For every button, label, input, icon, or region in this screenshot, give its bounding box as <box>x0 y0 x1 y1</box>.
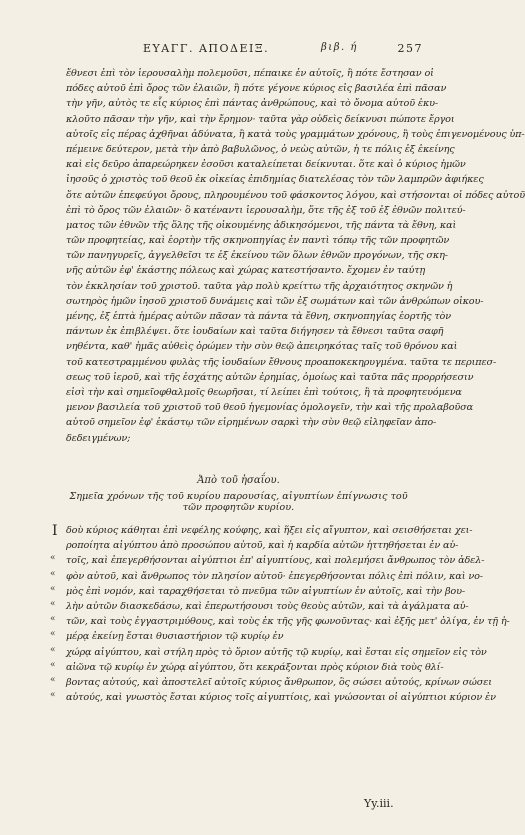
quotation-margin-mark: « <box>50 659 56 670</box>
text-line: δοὺ κύριος κάθηται ἐπὶ νεφέλης κούφης, καὶ ἥξει εἰς αἴγυπτον, καὶ σεισθήσεται χει- <box>66 525 473 536</box>
text-line: ροποίητα αἰγύπτου ἀπὸ προσώπου αὐτοῦ, καὶ ἡ καρδία αὐτῶν ἡττηθήσεται ἐν αὐ- <box>66 540 459 552</box>
quotation-margin-mark: « <box>50 553 56 564</box>
text-line: αὐτοῖς εἰς πέρας ἀχθῆναι ἀδύνατα, ἢ κατὰ τοὺς γραμμάτων χρόνους, ἢ τοὺς ἐπιγενομένους ὑπ- <box>66 128 525 140</box>
text-line: μενον βασιλεία τοῦ χριστοῦ τοῦ θεοῦ ἡγεμονίας ὁμολογεῖν, τὴν καὶ τῆς προλαβοῦσα <box>66 402 473 414</box>
text-line: μέρᾳ ἐκείνῃ ἔσται θυσιαστήριον τῷ κυρίῳ ἐν <box>66 631 284 643</box>
text-line: κλοῦτο πᾶσαν τὴν γῆν, καὶ τὴν ἔρημον· ταῦτα γὰρ οὐδεὶς δείκνυσι πώποτε ἔργοι <box>66 113 455 125</box>
text-line: φὸν αὐτοῦ, καὶ ἄνθρωπος τὸν πλησίον αὐτοῦ· ἐπεγερθήσονται πόλις ἐπὶ πόλιν, καὶ νο- <box>66 570 483 582</box>
text-line: ἔθνεσι ἐπὶ τὸν ἱερουσαλὴμ πολεμοῦσι, πέπαικε ἐν αὐτοῖς, ἢ πότε ἔστησαν οἱ <box>66 68 434 79</box>
text-line: ἐπὶ τὸ ὄρος τῶν ἐλαιῶν· ὃ κατέναντι ἱερουσαλὴμ, ὅτε τῆς ἐξ τοῦ ἐξ ἐθνῶν πολιτεύ- <box>66 204 466 216</box>
text-line: σωτηρὸς ἡμῶν ἰησοῦ χριστοῦ δυνάμεις καὶ τῶν ἐξ σωμάτων καὶ τῶν ἀνθρώπων οἰκου- <box>66 295 484 307</box>
text-line: τῶν πανηγυρεῖς, ἀγγελθεῖσι τε ἐξ ἐκείνου τῶν ὅλων ἐθνῶν προγόνων, τῆς σκη- <box>66 250 448 262</box>
text-line: ματος τῶν ἐθνῶν τῆς ὅλης τῆς οἰκουμένης ἀδικησόμενοι, τῆς πάντα τὰ ἔθνη, καὶ <box>66 219 457 231</box>
text-line: πόδες αὐτοῦ ἐπὶ ὄρος τῶν ἐλαιῶν, ἢ πότε γέγονε κύριος εἰς βασιλέα ἐπὶ πᾶσαν <box>66 83 447 95</box>
book-number: βιβ. ή <box>321 42 358 53</box>
quotation-margin-mark: « <box>50 690 56 701</box>
text-line: πέμεινε δεύτερον, μετὰ τὴν ἀπὸ βαβυλῶνος, ὁ νεὼς αὐτῶν, ἡ τε πόλις ἐξ ἐκείνης <box>66 143 455 155</box>
text-line: αὐτοῦ σημεῖον ἐφ' ἑκάστῳ τῶν εἰρημένων σαρκὶ τὴν σὺν θεῷ εἰληφεῖαν ἀπο- <box>66 417 437 429</box>
quotation-margin-mark: « <box>50 568 56 579</box>
text-line: καὶ εἰς δεῦρο ἀπαρεώρηκεν ἐσοῦσι καταλείπεται δείκνυται. ὅτε καὶ ὁ κύριος ἡμῶν <box>66 159 466 171</box>
text-line: λὴν αὐτῶν διασκεδάσω, καὶ ἐπερωτήσουσι τοὺς θεοὺς αὐτῶν, καὶ τὰ ἀγάλματα αὐ- <box>66 600 469 612</box>
quotation-margin-mark: « <box>50 583 56 594</box>
text-line: ἰησοῦς ὁ χριστὸς τοῦ θεοῦ ἐκ οἰκείας ἐπιδημίας διατελέσας τὸν τῶν λαμπρῶν ἀφιήκες <box>66 174 484 186</box>
text-line: μένης, ἐξ ἑπτὰ ἡμέρας αὐτῶν πᾶσαν τὰ πάντα τὰ ἔθνη, σκηνοπηγίας ἑορτῆς τὸν <box>66 311 451 322</box>
text-line: τῶν προφητείας, καὶ ἑορτὴν τῆς σκηνοπηγίας ἐν παντὶ τόπῳ τῆς τῶν προφητῶν <box>66 235 450 247</box>
text-line: τὸν ἐκκλησίαν τοῦ χριστοῦ. ταῦτα γὰρ πολὺ κρείττω τῆς ἀρχαιότητος σκηνῶν ἡ <box>66 280 453 292</box>
text-line: τὴν γῆν, αὐτὸς τε εἷς κύριος ἐπὶ πάντας ἀνθρώπους, καὶ τὸ ὄνομα αὐτοῦ ἐκυ- <box>66 98 439 110</box>
page-number: 257 <box>397 42 423 55</box>
quotation-margin-mark: « <box>50 629 56 640</box>
text-line: μὸς ἐπὶ νομόν, καὶ ταραχθήσεται τὸ πνεῦμα τῶν αἰγυπτίων ἐν αὐτοῖς, καὶ τὴν βου- <box>66 585 465 597</box>
text-line: τοῦ κατεστραμμένου φυλὰς τῆς ἰουδαίων ἔθνους προαποκεκηρυγμένα. ταῦτα τε περιπεσ- <box>66 356 497 368</box>
body-text-section-two <box>66 523 510 705</box>
signature-mark: Yy.iii. <box>364 797 394 810</box>
text-line: πάντων ἐκ ἐπιβλέψει. ὅτε ἰουδαίων καὶ ταῦτα διήγησεν τὰ ἔθνεσι ταῦτα σαφῆ <box>66 326 444 338</box>
text-line: τοῖς, καὶ ἐπεγερθήσονται αἰγύπτιοι ἐπ' αἰγυπτίους, καὶ πολεμήσει ἄνθρωπος τὸν ἀδελ- <box>66 555 485 567</box>
text-line: νηθέντα, καθ' ἡμᾶς αὐθεὶς ὁρώμεν τὴν σὺν θεῷ ἀπειρηκότας ταῖς τοῦ θρόνου καὶ <box>66 341 458 353</box>
running-title: ΕΥΑΓΓ. ΑΠΟΔΕΙΞ. <box>143 42 270 55</box>
section-subheading: Σημεῖα χρόνων τῆς τοῦ κυρίου παρουσίας, αἰγυπτίων ἐπίγνωσις τοῦ τῶν προφητῶν κυρίου. <box>69 491 408 513</box>
text-line: εἰσὶ τὴν καὶ σημεῖοφθαλμοῖς θεωρῆσαι, τί λείπει ἐπὶ τούτοις, ἢ τὰ προφητευόμενα <box>66 386 462 398</box>
quotation-margin-mark: « <box>50 614 56 625</box>
text-line: σεως τοῦ ἱεροῦ, καὶ τῆς ἐσχάτης αὐτῶν ἐρημίας, ὁμοίως καὶ ταῦτα πᾶς προρρήσεσιν <box>66 371 474 383</box>
text-line: βοντας αὐτούς, καὶ ἀποστελεῖ αὐτοῖς κύριος ἄνθρωπον, ὃς σώσει αὐτούς, κρίνων σώσει <box>66 676 492 688</box>
text-line: αἰῶνα τῷ κυρίῳ ἐν χώρᾳ αἰγύπτου, ὅτι κεκράξονται πρὸς κύριον διὰ τοὺς θλί- <box>66 661 444 673</box>
drop-cap: Ι <box>52 523 58 539</box>
text-line: αὐτούς, καὶ γνωστὸς ἔσται κύριος τοῖς αἰγυπτίοις, καὶ γνώσονται οἱ αἰγύπτιοι κύριον ἐν <box>66 692 496 704</box>
text-line: νῆς αὐτῶν ἐφ' ἑκάστης πόλεως καὶ χώρας κατεστήσαντο. ἔχομεν ἐν ταύτῃ <box>66 265 426 277</box>
text-line: χώρᾳ αἰγύπτου, καὶ στήλη πρὸς τὸ ὅριον αὐτῆς τῷ κυρίῳ, καὶ ἔσται εἰς σημεῖον εἰς τὸν <box>66 646 487 658</box>
text-line: δεδειγμένων; <box>66 432 131 444</box>
text-line: ὅτε αὐτῶν ἐπεφεύγοι ὄρους, πληρουμένου τοῦ φάσκοντος λόγου, καὶ στήσονται οἱ πόδες αὐτοῦ <box>66 189 525 201</box>
text-line: τῶν, καὶ τοὺς ἐγγαστριμύθους, καὶ τοὺς ἐκ τῆς γῆς φωνοῦντας· καὶ ἑξῆς μετ' ὀλίγα, ἐν τῇ ἡ- <box>66 616 510 628</box>
body-text-section-one <box>66 66 525 446</box>
quotation-margin-mark: « <box>50 599 56 609</box>
section-heading: Ἀπὸ τοῦ ἡσαΐου. <box>197 475 280 486</box>
running-header <box>143 42 423 60</box>
quotation-margin-mark: « <box>50 675 56 685</box>
quotation-margin-mark: « <box>50 644 56 655</box>
